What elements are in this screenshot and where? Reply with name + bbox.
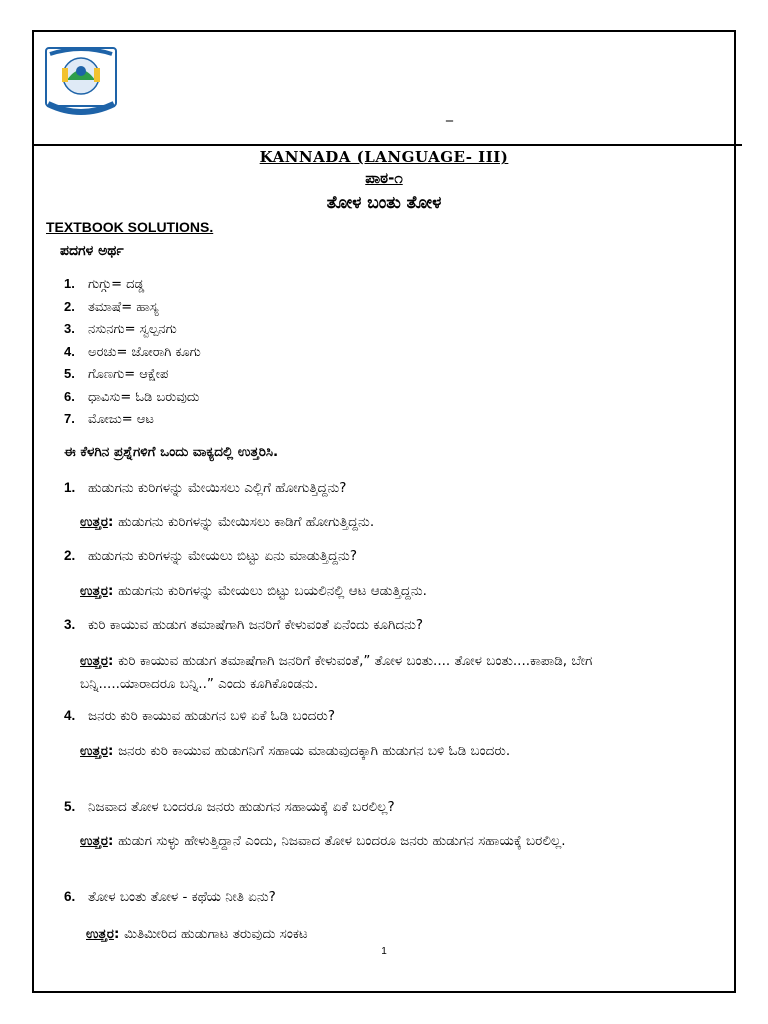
question-text: ತೋಳ ಬಂತು ತೋಳ - ಕಥೆಯ ನೀತಿ ಏನು? — [88, 889, 276, 905]
list-item — [64, 296, 201, 319]
item-text: ತಮಾಷೆ= ಹಾಸ್ಯ — [88, 299, 159, 315]
item-number: 7. — [64, 411, 75, 426]
answer-1: ಉತ್ತರ: ಹುಡುಗನು ಕುರಿಗಳನ್ನು ಮೇಯಿಸಲು ಕಾಡಿಗೆ ಹೋಗುತ್ತಿದ್ದನು. — [80, 514, 375, 530]
item-text: ನಸುನಗು= ಸ್ವಲ್ಪನಗು — [88, 322, 177, 337]
answer-text: ಹುಡುಗ ಸುಳ್ಳು ಹೇಳುತ್ತಿದ್ದಾನೆ ಎಂದು, ನಿಜವಾದ ತೋಳ ಬಂದರೂ ಜನರು ಹುಡುಗನ ಸಹಾಯಕ್ಕೆ ಬರಲಿಲ್ಲ. — [118, 833, 566, 849]
answer-text: ಮಿತಿಮೀರಿದ ಹುಡುಗಾಟ ತರುವುದು ಸಂಕಟ — [124, 926, 308, 942]
question-3 — [64, 617, 423, 633]
answer-4: ಉತ್ತರ: ಜನರು ಕುರಿ ಕಾಯುವ ಹುಡುಗನಿಗೆ ಸಹಾಯ ಮಾಡುವುದಕ್ಕಾಗಿ ಹುಡುಗನ ಬಳಿ ಓಡಿ ಬಂದರು. — [80, 743, 511, 759]
question-number: 1. — [64, 480, 76, 495]
answer-6: ಉತ್ತರ: ಮಿತಿಮೀರಿದ ಹುಡುಗಾಟ ತರುವುದು ಸಂಕಟ — [86, 926, 308, 942]
question-text: ನಿಜವಾದ ತೋಳ ಬಂದರೂ ಜನರು ಹುಡುಗನ ಸಹಾಯಕ್ಕೆ ಏಕೆ ಬರಲಿಲ್ಲ? — [88, 799, 395, 815]
school-logo — [44, 46, 118, 120]
item-number: 6. — [64, 388, 75, 404]
item-text: ಅರಚು= ಜೋರಾಗಿ ಕೂಗು — [88, 344, 201, 360]
question-number: 6. — [64, 889, 76, 904]
list-item — [64, 408, 201, 431]
question-number: 5. — [64, 799, 76, 814]
answer-text: ಕುರಿ ಕಾಯುವ ಹುಡುಗ ತಮಾಷೆಗಾಗಿ ಜನರಿಗೆ ಕೇಳುವಂತೆ,” ತೋಳ ಬಂತು.... ತೋಳ ಬಂತು....ಕಾಪಾಡಿ, ಬೇಗ ಬನ್ನಿ.....ಯಾರಾದರೂ ಬನ್ನಿ..” ಎಂದು ಕೂಗಿಕೊಂಡನು. — [80, 653, 593, 692]
answer-text: ಜನರು ಕುರಿ ಕಾಯುವ ಹುಡುಗನಿಗೆ ಸಹಾಯ ಮಾಡುವುದಕ್ಕಾಗಿ ಹುಡುಗನ ಬಳಿ ಓಡಿ ಬಂದರು. — [118, 743, 511, 759]
chapter-title: ತೋಳ ಬಂತು ತೋಳ — [326, 193, 442, 213]
question-text: ಹುಡುಗನು ಕುರಿಗಳನ್ನು ಮೇಯಲು ಬಿಟ್ಟು ಏನು ಮಾಡುತ್ತಿದ್ದನು? — [88, 548, 357, 564]
question-number: 3. — [64, 617, 76, 632]
question-1 — [64, 480, 346, 496]
answer-5: ಉತ್ತರ: ಹುಡುಗ ಸುಳ್ಳು ಹೇಳುತ್ತಿದ್ದಾನೆ ಎಂದು, ನಿಜವಾದ ತೋಳ ಬಂದರೂ ಜನರು ಹುಡುಗನ ಸಹಾಯಕ್ಕೆ ಬರಲಿಲ್ಲ. — [80, 833, 566, 849]
word-meanings-heading: ಪದಗಳ ಅರ್ಥ — [60, 243, 124, 259]
question-5 — [64, 799, 395, 815]
item-text: ಧಾವಿಸು= ಓಡಿ ಬರುವುದು — [88, 389, 200, 405]
answer-label: ಉತ್ತರ — [80, 833, 108, 849]
item-number: 1. — [64, 276, 75, 291]
list-item — [64, 318, 201, 341]
question-number: 4. — [64, 708, 76, 723]
list-item — [64, 363, 201, 386]
vocab-list — [64, 273, 201, 431]
question-2 — [64, 548, 357, 564]
item-text: ಮೋಜು= ಆಟ — [88, 412, 154, 427]
answer-2: ಉತ್ತರ: ಹುಡುಗನು ಕುರಿಗಳನ್ನು ಮೇಯಲು ಬಿಟ್ಟು ಬಯಲಿನಲ್ಲಿ ಆಟ ಆಡುತ್ತಿದ್ದನು. — [80, 583, 427, 599]
item-number: 2. — [64, 298, 75, 314]
item-text: ಗುಗ್ಗು= ದಡ್ಡ — [88, 277, 145, 292]
answer-text: ಹುಡುಗನು ಕುರಿಗಳನ್ನು ಮೇಯಿಸಲು ಕಾಡಿಗೆ ಹೋಗುತ್ತಿದ್ದನು. — [118, 514, 375, 530]
list-item — [64, 341, 201, 364]
answer-3: ಉತ್ತರ: ಕುರಿ ಕಾಯುವ ಹುಡುಗ ತಮಾಷೆಗಾಗಿ ಜನರಿಗೆ ಕೇಳುವಂತೆ,” ತೋಳ ಬಂತು.... ತೋಳ ಬಂತು....ಕಾಪಾಡಿ, ಬೇಗ ಬನ್ನಿ.....ಯಾರಾದರೂ ಬನ್ನಿ..” ಎಂದು ಕೂಗಿಕೊಂಡನು. — [80, 653, 593, 692]
question-text: ಜನರು ಕುರಿ ಕಾಯುವ ಹುಡುಗನ ಬಳಿ ಏಕೆ ಓಡಿ ಬಂದರು? — [88, 708, 335, 724]
list-item — [64, 273, 201, 296]
textbook-solutions-heading: TEXTBOOK SOLUTIONS. — [46, 219, 214, 235]
item-text: ಗೊಣಗು= ಆಕ್ಷೇಪ — [88, 367, 169, 382]
page-number: 1 — [381, 946, 387, 957]
item-number: 5. — [64, 366, 75, 381]
header-divider — [32, 144, 742, 146]
item-number: 4. — [64, 343, 75, 359]
question-number: 2. — [64, 548, 76, 563]
item-number: 3. — [64, 321, 75, 336]
question-text: ಕುರಿ ಕಾಯುವ ಹುಡುಗ ತಮಾಷೆಗಾಗಿ ಜನರಿಗೆ ಕೇಳುವಂತೆ ಏನೆಂದು ಕೂಗಿದನು? — [88, 617, 424, 633]
qa-instruction-heading: ಈ ಕೆಳಗಿನ ಪ್ರಶ್ನೆಗಳಿಗೆ ಒಂದು ವಾಕ್ಯದಲ್ಲಿ ಉತ್ತರಿಸಿ. — [64, 444, 279, 460]
list-item — [64, 386, 201, 409]
answer-label: ಉತ್ತರ — [80, 514, 108, 530]
answer-text: ಹುಡುಗನು ಕುರಿಗಳನ್ನು ಮೇಯಲು ಬಿಟ್ಟು ಬಯಲಿನಲ್ಲಿ ಆಟ ಆಡುತ್ತಿದ್ದನು. — [118, 583, 427, 599]
question-text: ಹುಡುಗನು ಕುರಿಗಳನ್ನು ಮೇಯಿಸಲು ಎಲ್ಲಿಗೆ ಹೋಗುತ್ತಿದ್ದನು? — [88, 480, 347, 496]
header-dash: _ — [446, 106, 453, 122]
question-6 — [64, 889, 276, 905]
answer-label: ಉತ್ತರ — [80, 653, 108, 669]
answer-label: ಉತ್ತರ — [80, 583, 108, 599]
answer-label: ಉತ್ತರ — [80, 743, 108, 759]
lesson-number: ಪಾಠ-೧ — [365, 169, 403, 187]
answer-label: ಉತ್ತರ — [86, 926, 114, 942]
subject-title: KANNADA (LANGUAGE- III) — [259, 148, 509, 166]
question-4 — [64, 708, 335, 724]
